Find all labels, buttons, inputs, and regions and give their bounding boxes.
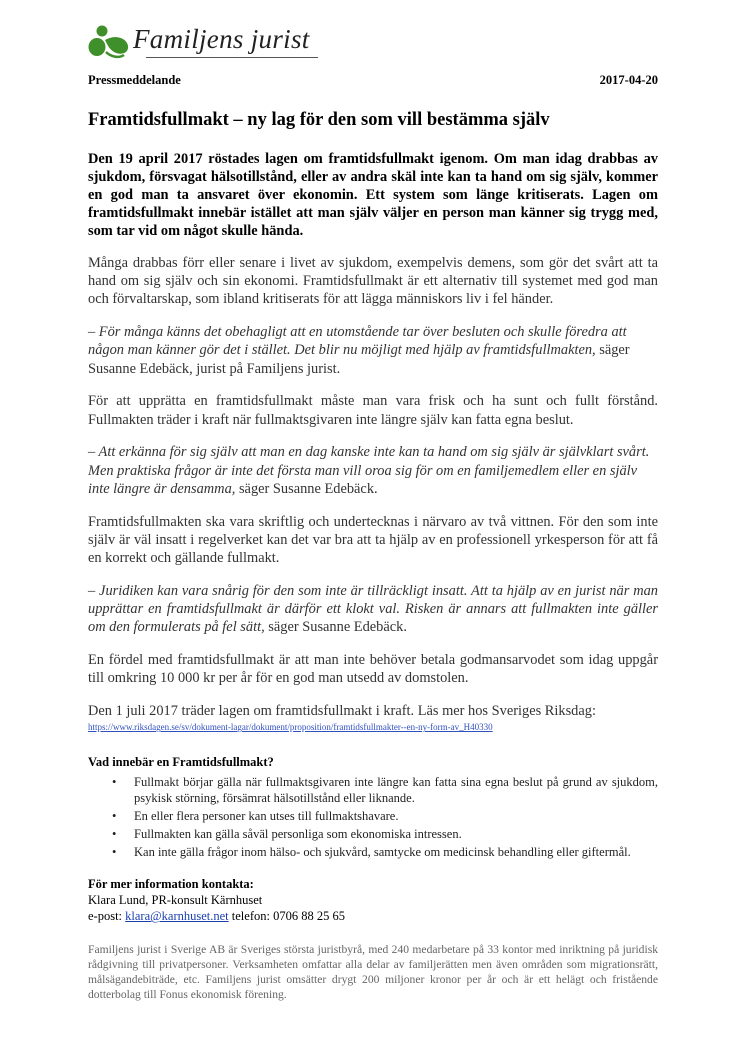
- quote-1-attribution: säger Susanne Edebäck, jurist på Familjens jurist.: [88, 342, 630, 377]
- lead-paragraph: Den 19 april 2017 röstades lagen om framtidsfullmakt igenom. Om man idag drabbas av sjukdom, försvagat hälsotillstånd, eller av andra skäl inte kan ta hand om sig själv, kommer en god man ta ansvaret över ekonomin. Ett system som länge kritiserats. Lagen om framtidsfullmakt innebär istället att man själv väljer en person man känner sig trygg med, som tar vid om något skulle hända.: [88, 151, 658, 239]
- article-body: [88, 150, 658, 1002]
- paragraph-5: [88, 702, 658, 733]
- logo-underline: [146, 57, 318, 58]
- faq-list: [88, 774, 658, 860]
- faq-heading: Vad innebär en Framtidsfullmakt?: [88, 755, 274, 770]
- email-label: e-post:: [88, 909, 126, 924]
- paragraph-5-text: Den 1 juli 2017 träder lagen om framtidsfullmakt i kraft. Läs mer hos Sveriges Riksdag:: [88, 703, 596, 720]
- list-item: • Fullmakt börjar gälla när fullmaktsgivaren inte längre kan fatta sina egna beslut på grund av sjukdom, psykisk störning, försämrat hälsotillstånd eller liknande.: [134, 774, 658, 806]
- riksdagen-link[interactable]: https://www.riksdagen.se/sv/dokument-lagar/dokument/proposition/framtidsfullmakter--en-ny-form-av_H40330: [88, 722, 493, 733]
- quote-3: [88, 582, 658, 637]
- company-logo[interactable]: [88, 22, 328, 62]
- quote-1: [88, 323, 658, 378]
- quote-3-attribution: säger Susanne Edebäck.: [264, 619, 407, 636]
- list-item: • Fullmakten kan gälla såväl personliga som ekonomiska intressen.: [134, 826, 658, 842]
- contact-email-link[interactable]: klara@karnhuset.net: [125, 909, 229, 924]
- list-item: • Kan inte gälla frågor inom hälso- och sjukvård, samtycke om medicinsk behandling eller giftermål.: [134, 844, 658, 860]
- logo-wordmark: Familjens jurist: [133, 24, 310, 54]
- contact-details: [88, 908, 658, 924]
- quote-2: [88, 443, 658, 498]
- document-type-label: Pressmeddelande: [88, 73, 181, 87]
- paragraph-2: För att upprätta en framtidsfullmakt måste man vara frisk och ha sunt och fullt förstånd. Fullmakten träder i kraft när fullmaktsgivaren inte längre själv kan fatta egna beslut.: [88, 393, 658, 428]
- paragraph-1: Många drabbas förr eller senare i livet av sjukdom, exempelvis demens, som gör det svårt att ta hand om sig själv och sin ekonomi. Framtidsfullmakt är ett alternativ till systemet med god man och förvaltarskap, som ibland kritiserats för att lägga människors liv i fel händer.: [88, 255, 658, 308]
- leaf-logo-icon: [88, 22, 132, 62]
- quote-2-text: – Att erkänna för sig själv att man en dag kanske inte kan ta hand om sig själv är självklart svårt. Men praktiska frågor är inte det första man vill oroa sig för om en familjemedlem eller en själv inte längre är densamma,: [88, 444, 650, 497]
- page-title: Framtidsfullmakt – ny lag för den som vill bestämma själv: [88, 110, 550, 130]
- company-boilerplate: Familjens jurist i Sverige AB är Sveriges största juristbyrå, med 240 medarbetare på 33 kontor med inriktning på juridisk rådgivning till privatpersoner. Verksamheten omfattar alla delar av familjerätten men även områden som migrationsrätt, målsägandebiträde, etc. Familjens jurist omsätter drygt 200 miljoner kronor per år och är ett helägt och fristående dotterbolag till Fonus ekonomisk förening.: [88, 943, 658, 1002]
- quote-1-text: – För många känns det obehagligt att en utomstående tar över besluten och skulle föredra att någon man känner gör det i stället. Det blir nu möjligt med hjälp av framtidsfullmakten,: [88, 324, 627, 359]
- contact-phone: telefon: 0706 88 25 65: [228, 909, 345, 924]
- contact-heading: För mer information kontakta:: [88, 877, 254, 892]
- release-date: 2017-04-20: [599, 73, 658, 87]
- paragraph-3: Framtidsfullmakten ska vara skriftlig och undertecknas i närvaro av två vittnen. För den som inte själv är väl insatt i regelverket kan det var bra att ta hjälp av en professionell yrkesperson för att få en korrekt och gällande fullmakt.: [88, 513, 658, 567]
- contact-name: Klara Lund, PR-konsult Kärnhuset: [88, 893, 263, 908]
- paragraph-4: En fördel med framtidsfullmakt är att man inte behöver betala godmansarvodet som idag uppgår till omkring 10 000 kr per år för en god man utsedd av domstolen.: [88, 652, 658, 687]
- quote-3-text: – Juridiken kan vara snårig för den som inte är tillräckligt insatt. Att ta hjälp av en jurist när man upprättar en framtidsfullmakt är därför ett klokt val. Risken är annars att fullmakten inte gäller om den formulerats på fel sätt,: [88, 582, 658, 636]
- list-item: • En eller flera personer kan utses till fullmaktshavare.: [134, 808, 658, 824]
- quote-2-attribution: säger Susanne Edebäck.: [235, 480, 378, 497]
